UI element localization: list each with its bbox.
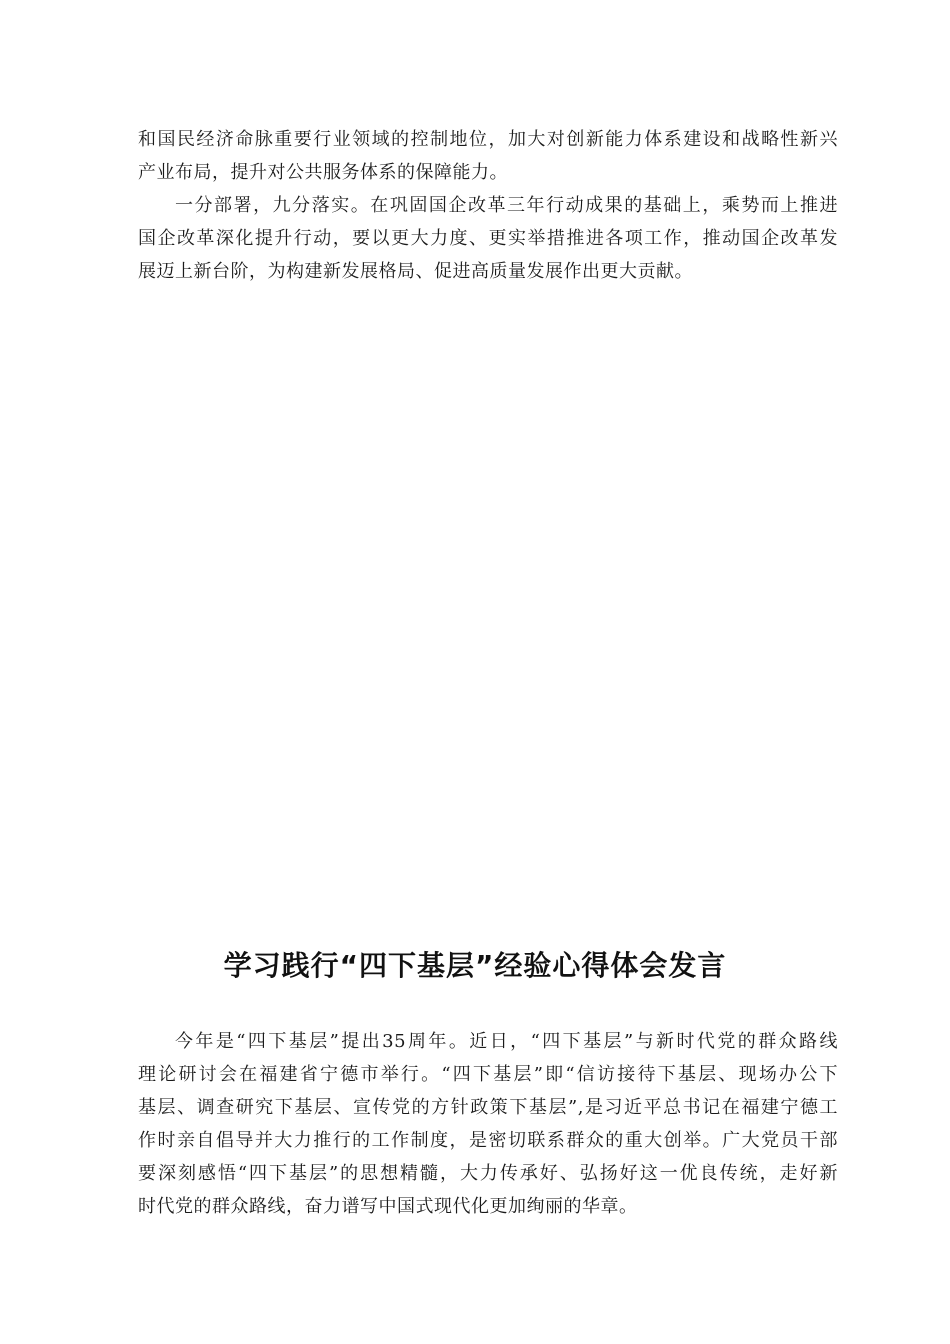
article-intro-paragraph <box>138 1025 838 1223</box>
paragraph-deployment <box>138 189 838 288</box>
text-line: 一分部署，九分落实。在巩固国企改革三年行动成果的基础上，乘势而上推进 <box>175 195 838 216</box>
continued-text-section <box>138 123 838 288</box>
text-line: 今年是“四下基层”提出35周年。近日，“四下基层”与新时代党的群众路线 <box>175 1031 838 1052</box>
text-line: 产业布局，提升对公共服务体系的保障能力。 <box>138 162 508 183</box>
text-line: 展迈上新台阶，为构建新发展格局、促进高质量发展作出更大贡献。 <box>138 261 693 282</box>
text-line: 基层、调查研究下基层、宣传党的方针政策下基层”,是习近平总书记在福建宁德工 <box>138 1097 838 1118</box>
text-line: 和国民经济命脉重要行业领域的控制地位，加大对创新能力体系建设和战略性新兴 <box>138 129 838 150</box>
text-line: 时代党的群众路线，奋力谱写中国式现代化更加绚丽的华章。 <box>138 1196 638 1217</box>
text-line: 要深刻感悟“四下基层”的思想精髓，大力传承好、弘扬好这一优良传统，走好新 <box>138 1163 838 1184</box>
paragraph-continued <box>138 123 838 189</box>
text-line: 国企改革深化提升行动，要以更大力度、更实举措推进各项工作，推动国企改革发 <box>138 228 838 249</box>
article-title: 学习践行“四下基层”经验心得体会发言 <box>223 949 727 982</box>
text-line: 理论研讨会在福建省宁德市举行。“四下基层”即“信访接待下基层、现场办公下 <box>138 1064 838 1085</box>
text-line: 作时亲自倡导并大力推行的工作制度，是密切联系群众的重大创举。广大党员干部 <box>138 1130 838 1151</box>
